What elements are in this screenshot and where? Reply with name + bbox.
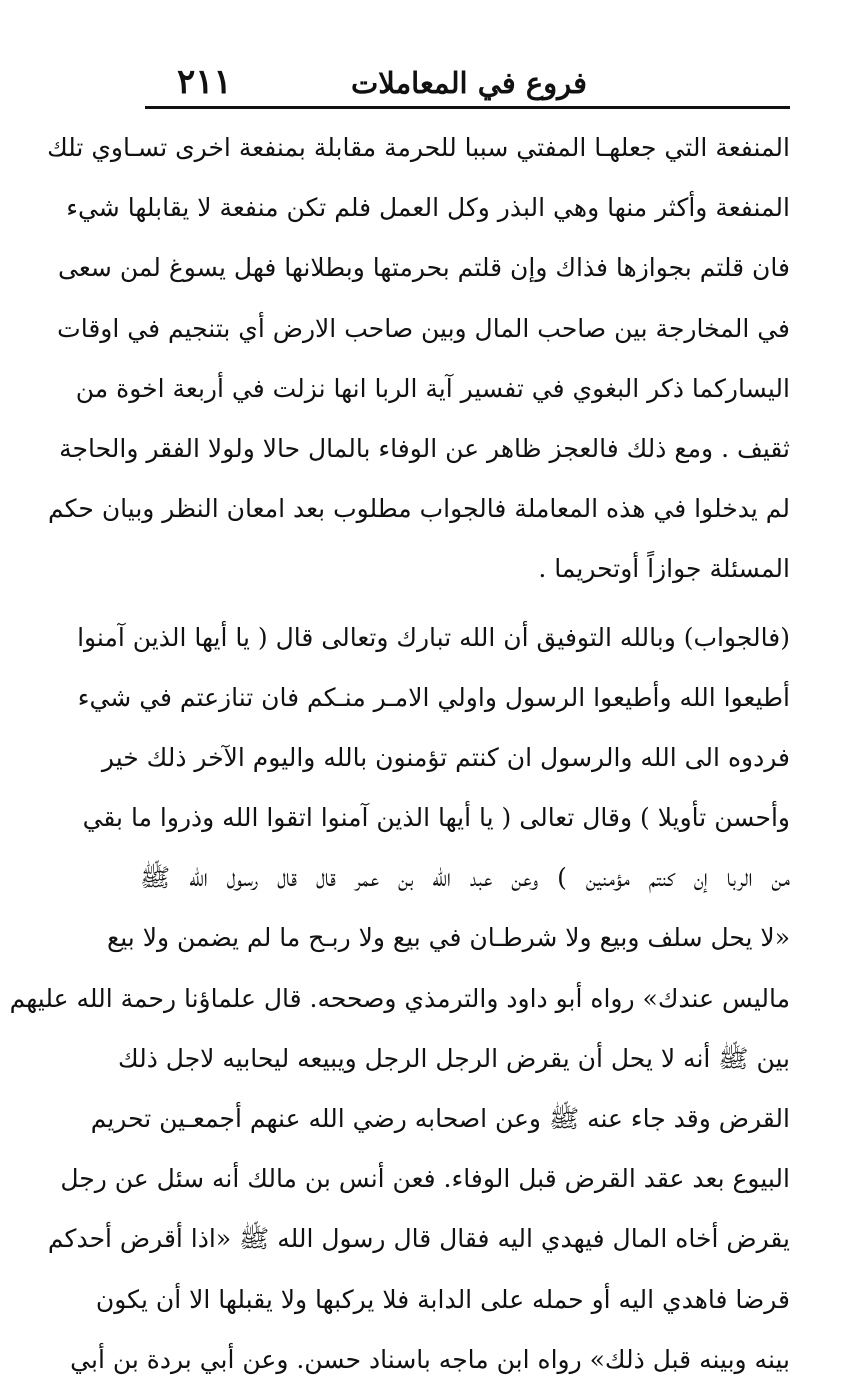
text-line: ماليس عندك» رواه أبو داود والترمذي وصححه. قال علماؤنا رحمة الله عليهم: [9, 983, 790, 1013]
paragraph: [47, 118, 790, 600]
page-number: ٢١١: [177, 62, 232, 102]
text-line: أطيعوا الله وأطيعوا الرسول واولي الامـر منـكم فان تنازعتم في شيء: [77, 682, 790, 712]
text-line: فان قلتم بجوازها فذاك وإن قلتم بحرمتها وبطلانها فهل يسوغ لمن سعى: [58, 253, 790, 283]
text-line: بينه وبينه قبل ذلك» رواه ابن ماجه باسناد حسن. وعن أبي بردة بن أبي: [70, 1344, 790, 1374]
body-text: [9, 118, 790, 1390]
text-line: المسئلة جوازاً أوتحريما .: [538, 554, 790, 584]
text-line: ثقيف . ومع ذلك فالعجز ظاهر عن الوفاء بالمال حالا ولولا الفقر والحاجة: [59, 433, 790, 463]
text-line: يقرض أخاه المال فيهدي اليه فقال قال رسول الله ﷺ «اذا أقرض أحدكم: [47, 1224, 790, 1254]
text-line: المنفعة التي جعلهـا المفتي سببا للحرمة مقابلة بمنفعة اخرى تسـاوي تلك: [47, 133, 790, 162]
text-line: المنفعة وأكثر منها وهي البذر وكل العمل فلم تكن منفعة لا يقابلها شيء: [66, 193, 790, 223]
text-line: قرضا فاهدي اليه أو حمله على الدابة فلا يركبها ولا يقبلها الا أن يكون: [95, 1284, 790, 1314]
text-line: بين ﷺ أنه لا يحل أن يقرض الرجل الرجل ويبيعه ليحابيه لاجل ذلك: [118, 1043, 790, 1073]
running-title: فروع في المعاملات: [350, 66, 587, 100]
running-header: [145, 62, 787, 106]
text-line: وأحسن تأويلا ) وقال تعالى ( يا أيها الذين آمنوا اتقوا الله وذروا ما بقي: [82, 803, 790, 833]
text-line: البيوع بعد عقد القرض قبل الوفاء. فعن أنس بن مالك أنه سئل عن رجل: [60, 1164, 790, 1194]
text-line: في المخارجة بين صاحب المال وبين صاحب الارض أي بتنجيم في اوقات: [57, 313, 790, 343]
paragraph: [9, 608, 790, 1390]
header-rule: [145, 106, 790, 109]
text-line: لم يدخلوا في هذه المعاملة فالجواب مطلوب بعد امعان النظر وبيان حكم: [47, 494, 790, 524]
text-line: اليساركما ذكر البغوي في تفسير آية الربا انها نزلت في أربعة اخوة من: [75, 373, 790, 403]
text-line: فردوه الى الله والرسول ان كنتم تؤمنون بالله واليوم الآخر ذلك خير: [101, 742, 790, 772]
text-line: «لا يحل سلف وبيع ولا شرطـان في بيع ولا ربـح ما لم يضمن ولا بيع: [106, 923, 790, 953]
text-line: القرض وقد جاء عنه ﷺ وعن اصحابه رضي الله عنهم أجمعـين تحريم: [90, 1104, 790, 1133]
paragraph-gap: [140, 600, 790, 608]
text-line: من الربا إن كنتم مؤمنين ) وعن عبد الله بن عمر قال قال رسول الله ﷺ: [140, 863, 790, 893]
text-line: (فالجواب) وبالله التوفيق أن الله تبارك وتعالى قال ( يا أيها الذين آمنوا: [77, 622, 790, 652]
